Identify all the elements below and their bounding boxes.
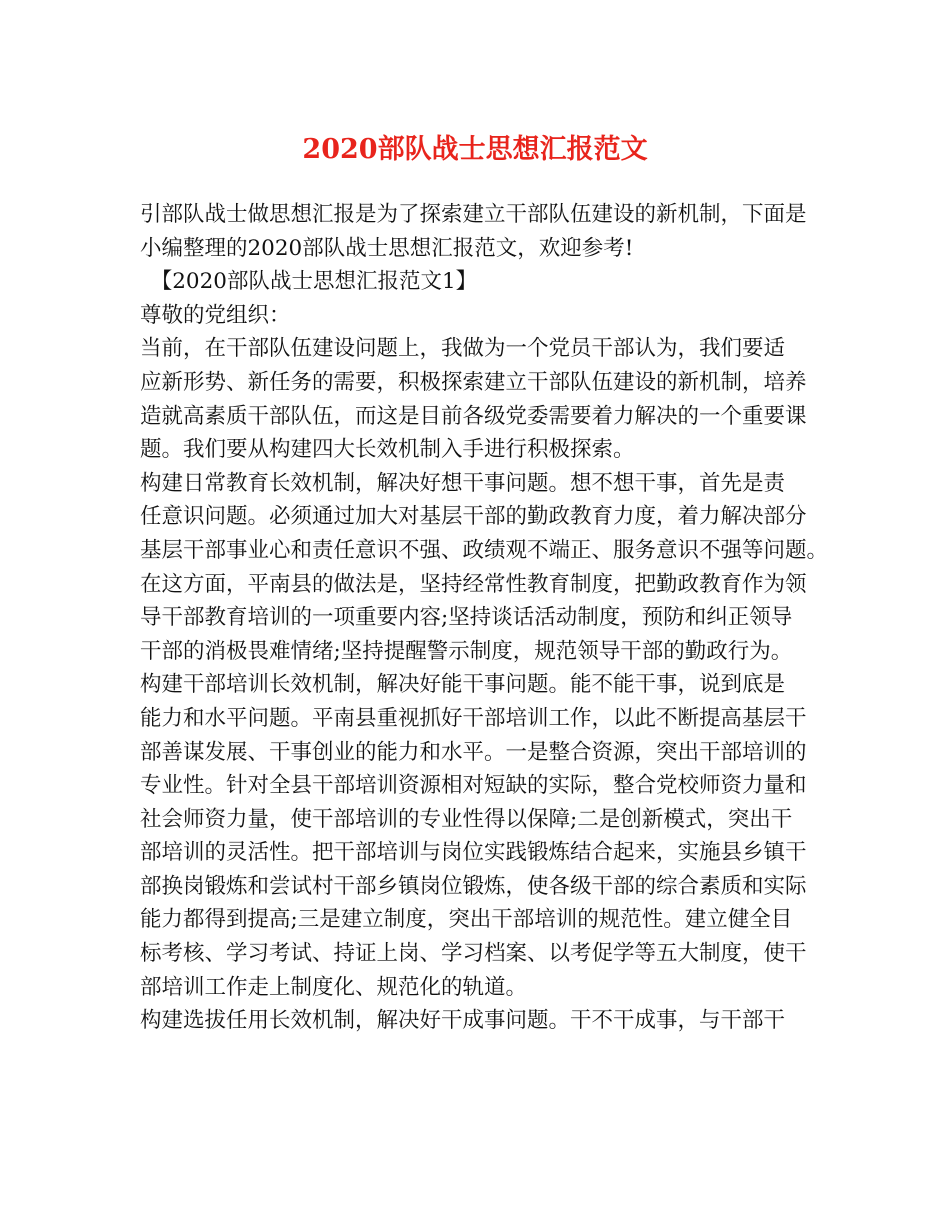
document-title: 2020部队战士思想汇报范文 <box>302 134 648 165</box>
text-line: 任意识问题。必须通过加大对基层干部的勤政教育力度，着力解决部分 <box>140 504 807 530</box>
text-line: 在这方面，平南县的做法是，坚持经常性教育制度，把勤政教育作为领 <box>140 571 807 597</box>
text-line: 【2020部队战士思想汇报范文1】 <box>140 269 478 295</box>
text-line: 部培训的灵活性。把干部培训与岗位实践锻炼结合起来，实施县乡镇干 <box>140 840 807 866</box>
text-line: 基层干部事业心和责任意识不强、政绩观不端正、服务意识不强等问题。 <box>140 537 829 563</box>
text-line: 造就高素质干部队伍，而这是目前各级党委需要着力解决的一个重要课 <box>140 403 807 429</box>
text-line: 部培训工作走上制度化、规范化的轨道。 <box>140 974 528 1000</box>
paragraph-section-heading <box>140 265 812 299</box>
text-line: 小编整理的2020部队战士思想汇报范文，欢迎参考! <box>140 235 634 261</box>
paragraph-para-2 <box>140 467 829 669</box>
text-line: 引部队战士做思想汇报是为了探索建立干部队伍建设的新机制，下面是 <box>140 202 807 227</box>
paragraph-para-3 <box>140 668 812 1004</box>
text-line: 社会师资力量，使干部培训的专业性得以保障;二是创新模式，突出干 <box>140 806 793 832</box>
text-line: 能力都得到提高;三是建立制度，突出干部培训的规范性。建立健全目 <box>140 907 793 933</box>
text-line: 标考核、学习考试、持证上岗、学习档案、以考促学等五大制度，使干 <box>140 941 807 967</box>
document-body <box>140 198 829 1038</box>
paragraph-intro <box>140 198 812 265</box>
text-line: 题。我们要从构建四大长效机制入手进行积极探索。 <box>140 437 635 463</box>
paragraph-para-4 <box>140 1004 812 1038</box>
text-line: 部善谋发展、干事创业的能力和水平。一是整合资源，突出干部培训的 <box>140 739 807 765</box>
text-line: 当前，在干部队伍建设问题上，我做为一个党员干部认为，我们要适 <box>140 336 786 362</box>
paragraph-salutation <box>140 299 812 333</box>
text-line: 部换岗锻炼和尝试村干部乡镇岗位锻炼，使各级干部的综合素质和实际 <box>140 873 807 899</box>
text-line: 干部的消极畏难情绪;坚持提醒警示制度，规范领导干部的勤政行为。 <box>140 638 793 664</box>
text-line: 构建日常教育长效机制，解决好想干事问题。想不想干事，首先是责 <box>140 470 786 496</box>
text-line: 构建选拔任用长效机制，解决好干成事问题。干不干成事，与干部干 <box>140 1008 786 1034</box>
paragraph-para-1 <box>140 332 812 466</box>
text-line: 构建干部培训长效机制，解决好能干事问题。能不能干事，说到底是 <box>140 672 786 698</box>
text-line: 专业性。针对全县干部培训资源相对短缺的实际，整合党校师资力量和 <box>140 773 807 799</box>
text-line: 导干部教育培训的一项重要内容;坚持谈话活动制度，预防和纠正领导 <box>140 605 793 631</box>
text-line: 应新形势、新任务的需要，积极探索建立干部队伍建设的新机制，培养 <box>140 369 807 395</box>
text-line: 能力和水平问题。平南县重视抓好干部培训工作，以此不断提高基层干 <box>140 705 807 731</box>
text-line: 尊敬的党组织： <box>140 302 291 328</box>
